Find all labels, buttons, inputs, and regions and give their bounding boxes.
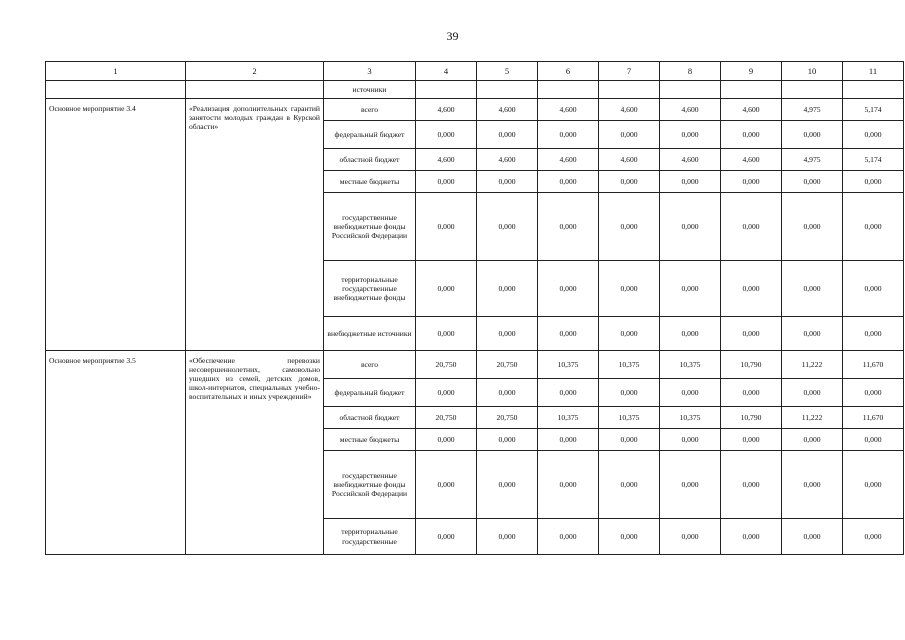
value-cell: 5,174	[843, 99, 904, 121]
value-cell: 0,000	[477, 451, 538, 519]
value-cell: 0,000	[782, 379, 843, 407]
value-cell: 4,600	[599, 149, 660, 171]
column-header: 8	[660, 62, 721, 81]
value-cell: 0,000	[843, 121, 904, 149]
event-description-cell: «Обеспечение перевозки несовершеннолетних, самовольно ушедших из семей, детских домов, школ-интернатов, специальных учебно-воспитательных и иных учреждений»	[186, 351, 324, 555]
value-cell: 0,000	[843, 193, 904, 261]
value-cell: 0,000	[843, 379, 904, 407]
value-cell: 0,000	[538, 121, 599, 149]
value-cell: 4,600	[416, 99, 477, 121]
empty-cell	[46, 81, 186, 99]
value-cell: 4,975	[782, 149, 843, 171]
value-cell: 0,000	[782, 261, 843, 317]
value-cell: 0,000	[660, 121, 721, 149]
value-cell: 0,000	[721, 379, 782, 407]
empty-cell	[186, 81, 324, 99]
value-cell: 10,375	[660, 407, 721, 429]
value-cell: 0,000	[660, 429, 721, 451]
value-cell: 0,000	[538, 193, 599, 261]
column-header: 7	[599, 62, 660, 81]
value-cell: 10,790	[721, 351, 782, 379]
value-cell: 0,000	[843, 261, 904, 317]
source-cell: территориальные государственные	[324, 519, 416, 555]
source-cell: всего	[324, 99, 416, 121]
value-cell: 0,000	[843, 451, 904, 519]
value-cell: 11,222	[782, 407, 843, 429]
page-number: 39	[446, 29, 459, 43]
value-cell: 4,600	[721, 149, 782, 171]
value-cell: 0,000	[599, 317, 660, 351]
value-cell: 0,000	[416, 171, 477, 193]
value-cell: 4,975	[782, 99, 843, 121]
source-cell: государственные внебюджетные фонды Российской Федерации	[324, 193, 416, 261]
header-row	[46, 62, 904, 81]
column-header: 1	[46, 62, 186, 81]
table-row	[46, 351, 904, 379]
value-cell: 0,000	[843, 171, 904, 193]
source-cell: местные бюджеты	[324, 429, 416, 451]
value-cell: 20,750	[477, 351, 538, 379]
value-cell: 0,000	[599, 451, 660, 519]
value-cell: 0,000	[477, 171, 538, 193]
column-header: 6	[538, 62, 599, 81]
value-cell: 0,000	[782, 317, 843, 351]
value-cell: 0,000	[416, 121, 477, 149]
value-cell: 0,000	[660, 171, 721, 193]
value-cell: 4,600	[599, 99, 660, 121]
value-cell: 4,600	[538, 99, 599, 121]
value-cell: 0,000	[721, 121, 782, 149]
table-row	[46, 81, 904, 99]
budget-table	[45, 61, 904, 555]
source-cell: областной бюджет	[324, 149, 416, 171]
value-cell: 0,000	[416, 193, 477, 261]
value-cell: 0,000	[477, 193, 538, 261]
value-cell: 0,000	[416, 261, 477, 317]
empty-cell	[660, 81, 721, 99]
value-cell: 0,000	[538, 379, 599, 407]
value-cell: 0,000	[599, 171, 660, 193]
empty-cell	[416, 81, 477, 99]
source-cell: областной бюджет	[324, 407, 416, 429]
value-cell: 0,000	[782, 121, 843, 149]
source-cell: источники	[324, 81, 416, 99]
column-header: 2	[186, 62, 324, 81]
value-cell: 10,375	[599, 407, 660, 429]
value-cell: 0,000	[599, 121, 660, 149]
source-cell: федеральный бюджет	[324, 121, 416, 149]
value-cell: 0,000	[538, 519, 599, 555]
value-cell: 0,000	[782, 429, 843, 451]
source-cell: всего	[324, 351, 416, 379]
value-cell: 0,000	[416, 519, 477, 555]
value-cell: 4,600	[538, 149, 599, 171]
value-cell: 4,600	[416, 149, 477, 171]
value-cell: 10,375	[660, 351, 721, 379]
value-cell: 0,000	[599, 519, 660, 555]
value-cell: 11,222	[782, 351, 843, 379]
value-cell: 0,000	[782, 519, 843, 555]
column-header: 4	[416, 62, 477, 81]
value-cell: 0,000	[416, 429, 477, 451]
value-cell: 0,000	[721, 519, 782, 555]
column-header: 11	[843, 62, 904, 81]
value-cell: 0,000	[721, 429, 782, 451]
value-cell: 0,000	[477, 121, 538, 149]
empty-cell	[538, 81, 599, 99]
value-cell: 0,000	[721, 261, 782, 317]
value-cell: 0,000	[538, 451, 599, 519]
column-header: 10	[782, 62, 843, 81]
value-cell: 0,000	[782, 451, 843, 519]
column-header: 5	[477, 62, 538, 81]
value-cell: 0,000	[599, 193, 660, 261]
value-cell: 0,000	[416, 451, 477, 519]
source-cell: федеральный бюджет	[324, 379, 416, 407]
source-cell: внебюджетные источники	[324, 317, 416, 351]
value-cell: 0,000	[843, 519, 904, 555]
value-cell: 20,750	[416, 351, 477, 379]
source-cell: территориальные государственные внебюджетные фонды	[324, 261, 416, 317]
value-cell: 0,000	[843, 429, 904, 451]
value-cell: 4,600	[660, 149, 721, 171]
value-cell: 10,790	[721, 407, 782, 429]
value-cell: 0,000	[721, 193, 782, 261]
empty-cell	[843, 81, 904, 99]
value-cell: 0,000	[477, 429, 538, 451]
value-cell: 20,750	[416, 407, 477, 429]
value-cell: 0,000	[782, 193, 843, 261]
value-cell: 0,000	[538, 171, 599, 193]
value-cell: 10,375	[538, 407, 599, 429]
value-cell: 20,750	[477, 407, 538, 429]
value-cell: 0,000	[477, 261, 538, 317]
source-cell: государственные внебюджетные фонды Российской Федерации	[324, 451, 416, 519]
value-cell: 4,600	[477, 99, 538, 121]
value-cell: 0,000	[782, 171, 843, 193]
value-cell: 0,000	[538, 429, 599, 451]
value-cell: 0,000	[599, 261, 660, 317]
value-cell: 0,000	[477, 317, 538, 351]
value-cell: 0,000	[599, 379, 660, 407]
value-cell: 0,000	[477, 519, 538, 555]
table-body	[46, 62, 904, 555]
column-header: 3	[324, 62, 416, 81]
value-cell: 0,000	[416, 317, 477, 351]
column-header: 9	[721, 62, 782, 81]
value-cell: 0,000	[660, 519, 721, 555]
value-cell: 11,670	[843, 351, 904, 379]
value-cell: 0,000	[599, 429, 660, 451]
value-cell: 0,000	[721, 451, 782, 519]
source-cell: местные бюджеты	[324, 171, 416, 193]
empty-cell	[599, 81, 660, 99]
empty-cell	[721, 81, 782, 99]
value-cell: 4,600	[477, 149, 538, 171]
value-cell: 4,600	[660, 99, 721, 121]
value-cell: 0,000	[660, 451, 721, 519]
value-cell: 10,375	[538, 351, 599, 379]
value-cell: 0,000	[843, 317, 904, 351]
value-cell: 11,670	[843, 407, 904, 429]
value-cell: 0,000	[538, 261, 599, 317]
value-cell: 0,000	[660, 261, 721, 317]
event-description-cell: «Реализация дополнительных гарантий занятости молодых граждан в Курской области»	[186, 99, 324, 351]
empty-cell	[477, 81, 538, 99]
value-cell: 0,000	[538, 317, 599, 351]
value-cell: 0,000	[721, 171, 782, 193]
value-cell: 0,000	[477, 379, 538, 407]
event-name-cell: Основное мероприятие 3.4	[46, 99, 186, 351]
table-row	[46, 99, 904, 121]
value-cell: 10,375	[599, 351, 660, 379]
value-cell: 0,000	[721, 317, 782, 351]
empty-cell	[782, 81, 843, 99]
value-cell: 0,000	[660, 317, 721, 351]
value-cell: 0,000	[416, 379, 477, 407]
value-cell: 0,000	[660, 379, 721, 407]
event-name-cell: Основное мероприятие 3.5	[46, 351, 186, 555]
value-cell: 4,600	[721, 99, 782, 121]
value-cell: 5,174	[843, 149, 904, 171]
value-cell: 0,000	[660, 193, 721, 261]
